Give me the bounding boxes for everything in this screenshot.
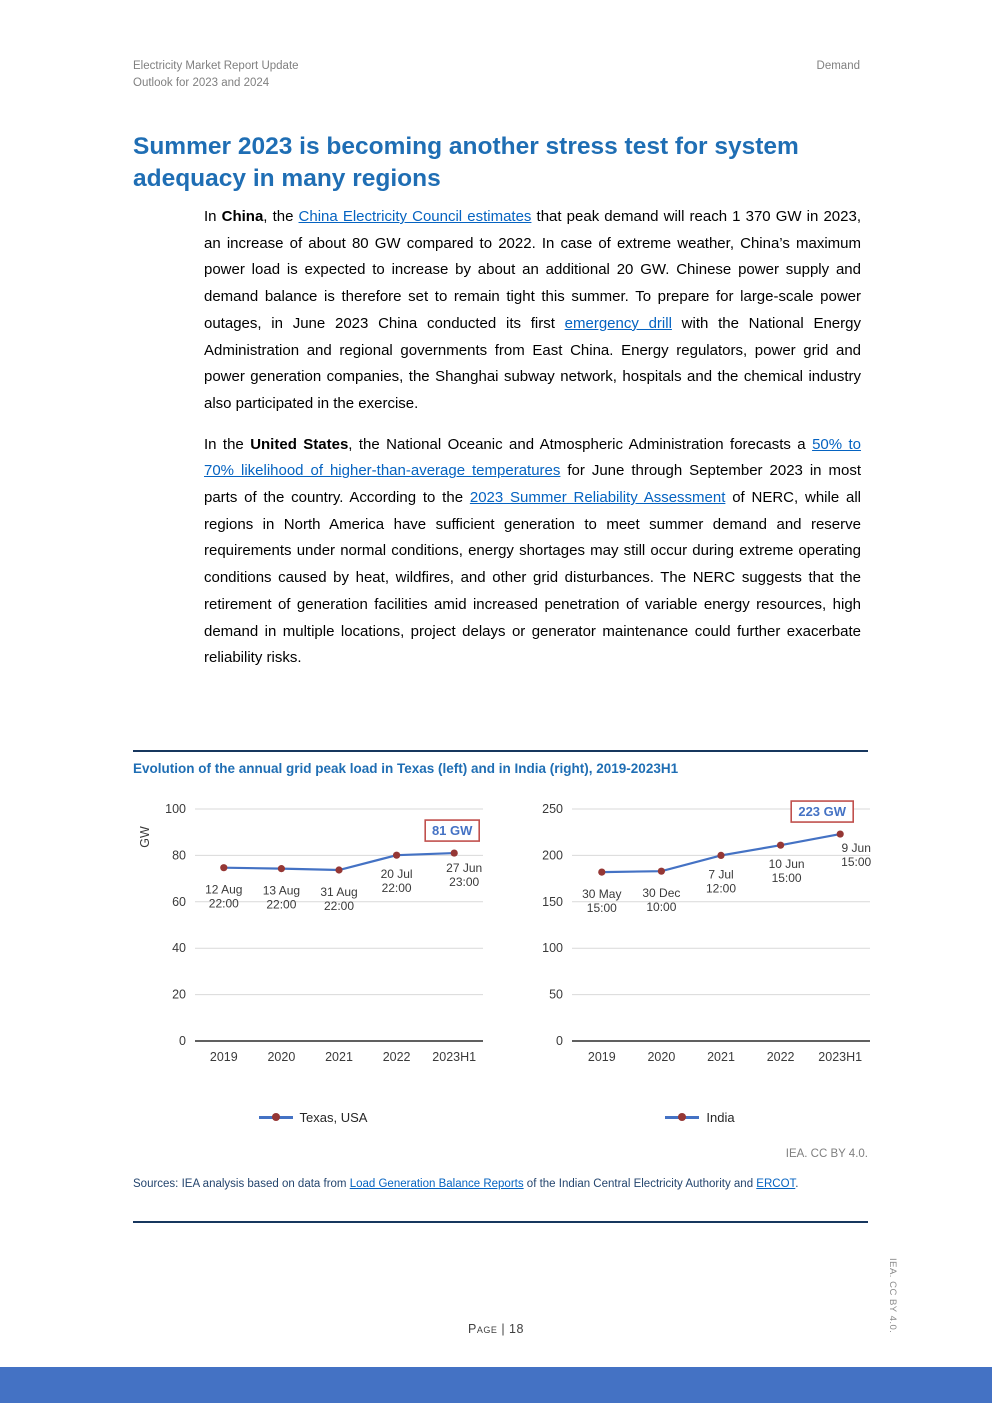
- svg-text:15:00: 15:00: [771, 871, 802, 886]
- svg-text:20 Jul: 20 Jul: [380, 867, 413, 882]
- svg-text:23:00: 23:00: [449, 875, 480, 890]
- svg-text:31 Aug: 31 Aug: [320, 885, 358, 900]
- svg-text:27 Jun: 27 Jun: [446, 861, 483, 876]
- legend-dot-icon: [678, 1113, 686, 1121]
- india-peak-load-chart: [520, 795, 880, 1097]
- link-2023-summer-reliability-assessment[interactable]: 2023 Summer Reliability Assessment: [469, 489, 726, 507]
- svg-text:22:00: 22:00: [208, 896, 239, 911]
- svg-text:2021: 2021: [707, 1050, 735, 1064]
- page-header: [133, 58, 860, 93]
- texas-chart-block: [133, 795, 493, 1125]
- page-title: Summer 2023 is becoming another stress test for system adequacy in many regions: [133, 133, 799, 192]
- text-run: In: [204, 208, 222, 225]
- text-run-bold: China: [221, 208, 264, 225]
- svg-text:0: 0: [179, 1034, 186, 1048]
- svg-text:12:00: 12:00: [705, 881, 737, 896]
- text-run: of NERC, while all regions in North America have sufficient generation to meet summer demand and reserve requirements under normal conditions, energy shortages may still occur during extreme operating conditions caused by heat, wildfires, and other grid disturbances. The NERC suggests that the retirement of generation facilities amid increased penetration of variable energy resources, high demand in multiple locations, project delays or generator maintenance could further exacerbate reliability risks.: [204, 489, 861, 667]
- text-run: of the Indian Central Electricity Authority and: [523, 1178, 757, 1190]
- svg-text:30 Dec: 30 Dec: [642, 886, 681, 901]
- svg-text:12 Aug: 12 Aug: [205, 882, 243, 897]
- header-left: [133, 58, 299, 93]
- figure-sources: [133, 1176, 868, 1194]
- svg-text:15:00: 15:00: [841, 855, 872, 870]
- svg-text:2019: 2019: [587, 1050, 616, 1064]
- legend-texas: [259, 1110, 368, 1125]
- svg-text:30 May: 30 May: [582, 887, 622, 902]
- svg-text:7 Jul: 7 Jul: [708, 867, 734, 882]
- svg-text:22:00: 22:00: [323, 899, 355, 914]
- svg-text:50: 50: [549, 987, 563, 1002]
- svg-text:40: 40: [172, 941, 186, 956]
- text-run-bold: United States: [250, 435, 349, 453]
- header-report-subtitle: Outlook for 2023 and 2024: [133, 77, 270, 90]
- svg-text:13 Aug: 13 Aug: [262, 883, 301, 898]
- svg-text:0: 0: [556, 1034, 563, 1048]
- svg-text:20: 20: [172, 987, 186, 1002]
- body-text: [204, 204, 861, 672]
- svg-text:100: 100: [165, 802, 186, 816]
- legend-line-marker-icon: [259, 1116, 293, 1118]
- svg-text:81 GW: 81 GW: [431, 823, 473, 839]
- legend-india: [665, 1110, 734, 1125]
- link-temperature-likelihood[interactable]: 50% to 70% likelihood of higher-than-average temperatures: [204, 435, 862, 480]
- legend-dot-icon: [272, 1113, 280, 1121]
- svg-text:200: 200: [542, 848, 563, 863]
- svg-text:60: 60: [172, 894, 186, 909]
- svg-text:2023H1: 2023H1: [818, 1050, 863, 1064]
- svg-text:223 GW: 223 GW: [798, 804, 847, 820]
- page-footer: [0, 1322, 992, 1336]
- text-run: with the National Energy Administration and regional governments from East China. Energy regulators, power grid and power generation companies, the Shanghai subway network, hospitals and the chemical industry also participated in the exercise.: [204, 314, 861, 412]
- figure-top-rule: [133, 750, 868, 752]
- bottom-bar: [0, 1367, 992, 1403]
- svg-text:15:00: 15:00: [586, 901, 617, 916]
- link-china-electricity-council-estimates[interactable]: China Electricity Council estimates: [298, 208, 532, 225]
- figure-title: Evolution of the annual grid peak load in Texas (left) and in India (right), 2019-2023H1: [133, 761, 679, 776]
- text-run: for June through September 2023 in most parts of the country. According to the: [204, 462, 861, 507]
- text-run: that peak demand will reach 1 370 GW in 2023, an increase of about 80 GW compared to 2022. In case of extreme weather, China’s maximum power load is expected to increase by about an additional 20 GW. Chinese power supply and demand balance is therefore set to remain tight this summer. To prepare for large-scale power outages, in June 2023 China conducted its first: [204, 208, 861, 332]
- svg-text:80: 80: [172, 848, 186, 863]
- side-license-note: IEA. CC BY 4.0.: [887, 1258, 898, 1334]
- svg-text:2022: 2022: [766, 1050, 795, 1064]
- legend-label-india: India: [706, 1110, 735, 1125]
- link-load-generation-balance-reports[interactable]: Load Generation Balance Reports: [349, 1178, 524, 1190]
- svg-text:10 Jun: 10 Jun: [768, 857, 805, 872]
- svg-text:22:00: 22:00: [381, 881, 412, 896]
- text-run: Sources: IEA analysis based on data from: [133, 1178, 350, 1190]
- svg-text:GW: GW: [138, 826, 152, 848]
- svg-text:100: 100: [542, 941, 563, 956]
- svg-text:9 Jun: 9 Jun: [841, 841, 871, 856]
- svg-text:2022: 2022: [382, 1050, 411, 1064]
- text-run: , the: [263, 208, 299, 225]
- svg-text:2019: 2019: [209, 1050, 238, 1064]
- header-section-label: Demand: [816, 60, 860, 72]
- svg-text:2023H1: 2023H1: [432, 1050, 477, 1064]
- text-run: .: [795, 1178, 799, 1190]
- figure-bottom-rule: [133, 1221, 868, 1223]
- svg-text:2021: 2021: [325, 1050, 353, 1064]
- figure-license-note: IEA. CC BY 4.0.: [785, 1148, 868, 1160]
- legend-label-texas: Texas, USA: [299, 1110, 368, 1125]
- page-number: Page | 18: [468, 1322, 524, 1336]
- header-report-title: Electricity Market Report Update: [133, 60, 299, 72]
- paragraph-china: [204, 204, 861, 418]
- india-chart-block: [520, 795, 880, 1125]
- charts-row: [133, 795, 880, 1125]
- texas-peak-load-chart: [133, 795, 493, 1097]
- text-run: , the National Oceanic and Atmospheric Administration forecasts a: [348, 435, 813, 453]
- svg-text:10:00: 10:00: [646, 900, 677, 915]
- legend-line-marker-icon: [665, 1116, 699, 1118]
- link-emergency-drill[interactable]: emergency drill: [564, 314, 672, 332]
- text-run: In the: [204, 435, 251, 453]
- svg-text:22:00: 22:00: [266, 897, 297, 912]
- svg-text:250: 250: [542, 802, 563, 816]
- paragraph-united-states: [204, 432, 861, 672]
- svg-text:150: 150: [542, 894, 563, 909]
- svg-text:2020: 2020: [267, 1050, 296, 1064]
- svg-text:2020: 2020: [647, 1050, 676, 1064]
- link-ercot[interactable]: ERCOT: [756, 1178, 796, 1190]
